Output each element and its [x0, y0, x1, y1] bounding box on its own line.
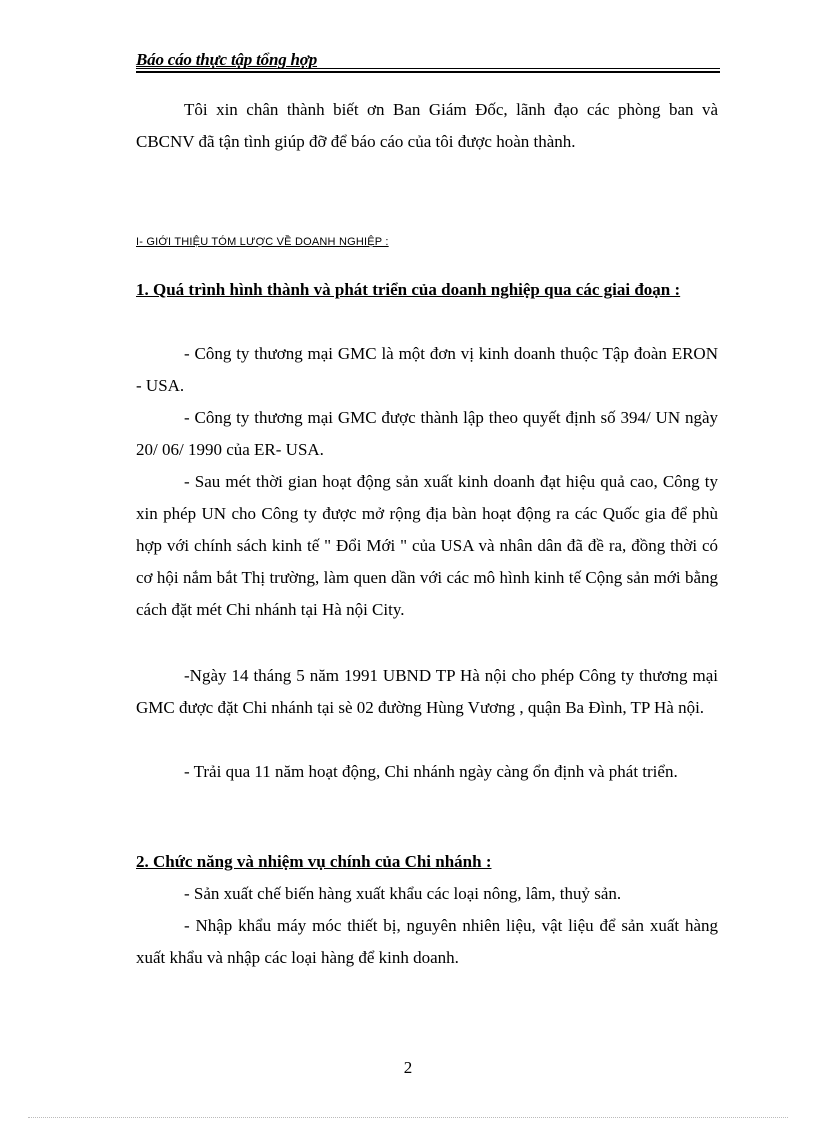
- section-heading: I- GIỚI THIỆU TÓM LƯỢC VỀ DOANH NGHIỆP :: [136, 236, 389, 248]
- part1-paragraph: - Sau mét thời gian hoạt động sản xuất kinh doanh đạt hiệu quả cao, Công ty xin phép UN cho Công ty được mở rộng địa bàn hoạt động ra các Quốc gia để phù hợp với chính sách kinh tế " Đổi Mới " của USA và nhân dân đã đề ra, đồng thời có cơ hội nắm bắt Thị trường, làm quen dần với các mô hình kinh tế Cộng sản mới bằng cách đặt mét Chi nhánh tại Hà nội City.: [136, 472, 718, 619]
- part1-paragraph: - Công ty thương mại GMC là một đơn vị kinh doanh thuộc Tập đoàn ERON - USA.: [136, 344, 718, 395]
- part2-heading: 2. Chức năng và nhiệm vụ chính của Chi nhánh :: [136, 852, 492, 871]
- header-rule-thick: [136, 71, 720, 73]
- part2-paragraph: - Nhập khẩu máy móc thiết bị, nguyên nhiên liệu, vật liệu để sản xuất hàng xuất khẩu và nhập các loại hàng để kinh doanh.: [136, 916, 718, 967]
- intro-paragraph: Tôi xin chân thành biết ơn Ban Giám Đốc, lãnh đạo các phòng ban và CBCNV đã tận tình giúp đỡ để báo cáo của tôi được hoàn thành.: [136, 100, 718, 151]
- page-boundary: [28, 1117, 788, 1118]
- part2-paragraph: - Sản xuất chế biến hàng xuất khẩu các loại nông, lâm, thuỷ sản.: [184, 884, 622, 903]
- header-title: Báo cáo thực tập tổng hợp: [136, 50, 318, 69]
- running-header: [136, 50, 720, 72]
- part1-paragraph: -Ngày 14 tháng 5 năm 1991 UBND TP Hà nội cho phép Công ty thương mại GMC được đặt Chi nhánh tại sè 02 đường Hùng Vương , quận Ba Đình, TP Hà nội.: [136, 666, 718, 717]
- part1-paragraph: - Trải qua 11 năm hoạt động, Chi nhánh ngày càng ổn định và phát triển.: [184, 762, 678, 781]
- page-number: 2: [403, 1058, 413, 1077]
- part1-heading: 1. Quá trình hình thành và phát triển của doanh nghiệp qua các giai đoạn :: [136, 280, 681, 299]
- header-rule: [136, 68, 720, 69]
- part1-paragraph: - Công ty thương mại GMC được thành lập theo quyết định số 394/ UN ngày 20/ 06/ 1990 của ER- USA.: [136, 408, 718, 459]
